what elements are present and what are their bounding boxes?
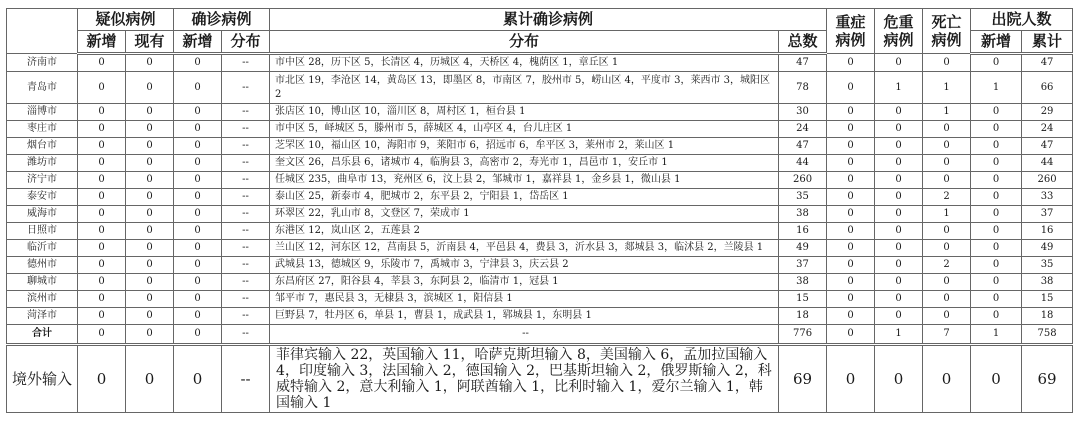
distribution-cell: 芝罘区 10，福山区 10，海阳市 9，莱阳市 6，招远市 6，牟平区 3，莱州市 2，莱山区 1 <box>270 138 779 155</box>
suspected-current-cell: 0 <box>126 274 174 291</box>
distribution-cell: 张店区 10，博山区 10，淄川区 8，周村区 1，桓台县 1 <box>270 104 779 121</box>
confirmed-dist-cell: -- <box>222 257 270 274</box>
suspected-new-cell: 0 <box>78 54 126 72</box>
critical-cell: 0 <box>875 189 923 206</box>
severe-cell: 0 <box>827 54 875 72</box>
discharged-new-cell: 0 <box>971 189 1022 206</box>
header-confirmed: 确诊病例 <box>174 9 270 31</box>
table-row <box>7 274 1073 291</box>
confirmed-new-cell: 0 <box>174 345 222 413</box>
table-row <box>7 72 1073 104</box>
suspected-new-cell: 0 <box>78 257 126 274</box>
discharged-new-cell: 0 <box>971 240 1022 257</box>
total-cell: 78 <box>779 72 827 104</box>
discharged-new-cell: 0 <box>971 104 1022 121</box>
discharged-total-cell: 47 <box>1022 54 1073 72</box>
city-cell: 聊城市 <box>7 274 78 291</box>
confirmed-new-cell: 0 <box>174 172 222 189</box>
confirmed-new-cell: 0 <box>174 155 222 172</box>
severe-cell: 0 <box>827 308 875 325</box>
total-row <box>7 325 1073 345</box>
header-severe: 重症病例 <box>827 9 875 54</box>
total-cell: 47 <box>779 54 827 72</box>
critical-cell: 0 <box>875 257 923 274</box>
distribution-cell: 兰山区 12，河东区 12，莒南县 5，沂南县 4，平邑县 4，费县 3，沂水县 3，郯城县 3，临沭县 2，兰陵县 1 <box>270 240 779 257</box>
distribution-cell: 巨野县 7，牡丹区 6，单县 1，曹县 1，成武县 1，郓城县 1，东明县 1 <box>270 308 779 325</box>
table-row <box>7 257 1073 274</box>
city-cell: 境外输入 <box>7 345 78 413</box>
suspected-new-cell: 0 <box>78 274 126 291</box>
distribution-cell: 环翠区 22，乳山市 8，文登区 7，荣成市 1 <box>270 206 779 223</box>
confirmed-dist-cell: -- <box>222 172 270 189</box>
table-row <box>7 172 1073 189</box>
critical-cell: 0 <box>875 206 923 223</box>
death-cell: 0 <box>923 223 971 240</box>
discharged-total-cell: 260 <box>1022 172 1073 189</box>
severe-cell: 0 <box>827 72 875 104</box>
distribution-cell: 任城区 235，曲阜市 13，兖州区 6，汶上县 2，邹城市 1，嘉祥县 1，金乡县 1，微山县 1 <box>270 172 779 189</box>
total-cell: 38 <box>779 206 827 223</box>
city-cell: 烟台市 <box>7 138 78 155</box>
discharged-new-cell: 0 <box>971 345 1022 413</box>
discharged-new-cell: 0 <box>971 172 1022 189</box>
city-cell: 淄博市 <box>7 104 78 121</box>
severe-cell: 0 <box>827 325 875 345</box>
header-sus-current: 现有 <box>126 31 174 54</box>
confirmed-new-cell: 0 <box>174 206 222 223</box>
foreign-import-row <box>7 345 1073 413</box>
suspected-new-cell: 0 <box>78 104 126 121</box>
discharged-total-cell: 49 <box>1022 240 1073 257</box>
confirmed-new-cell: 0 <box>174 291 222 308</box>
severe-cell: 0 <box>827 189 875 206</box>
severe-cell: 0 <box>827 104 875 121</box>
severe-cell: 0 <box>827 345 875 413</box>
death-cell: 0 <box>923 274 971 291</box>
table-row <box>7 54 1073 72</box>
discharged-total-cell: 37 <box>1022 206 1073 223</box>
discharged-new-cell: 0 <box>971 121 1022 138</box>
table-row <box>7 138 1073 155</box>
discharged-total-cell: 33 <box>1022 189 1073 206</box>
discharged-total-cell: 38 <box>1022 274 1073 291</box>
confirmed-new-cell: 0 <box>174 223 222 240</box>
suspected-current-cell: 0 <box>126 104 174 121</box>
suspected-new-cell: 0 <box>78 240 126 257</box>
critical-cell: 0 <box>875 121 923 138</box>
critical-cell: 0 <box>875 223 923 240</box>
discharged-total-cell: 35 <box>1022 257 1073 274</box>
table-row <box>7 223 1073 240</box>
total-cell: 35 <box>779 189 827 206</box>
severe-cell: 0 <box>827 121 875 138</box>
distribution-cell: -- <box>270 325 779 345</box>
header-death: 死亡病例 <box>923 9 971 54</box>
total-cell: 44 <box>779 155 827 172</box>
distribution-cell: 市北区 19，李沧区 14，黄岛区 13，即墨区 8，市南区 7，胶州市 5，崂山区 4，平度市 3，莱西市 3，城阳区 2 <box>270 72 779 104</box>
suspected-new-cell: 0 <box>78 138 126 155</box>
total-cell: 16 <box>779 223 827 240</box>
critical-cell: 0 <box>875 172 923 189</box>
distribution-cell: 市中区 5，峄城区 5，滕州市 5，薛城区 4，山亭区 4，台儿庄区 1 <box>270 121 779 138</box>
city-cell: 日照市 <box>7 223 78 240</box>
discharged-new-cell: 0 <box>971 257 1022 274</box>
critical-cell: 0 <box>875 291 923 308</box>
death-cell: 1 <box>923 206 971 223</box>
header-critical: 危重病例 <box>875 9 923 54</box>
confirmed-dist-cell: -- <box>222 121 270 138</box>
confirmed-dist-cell: -- <box>222 104 270 121</box>
header-discharged: 出院人数 <box>971 9 1073 31</box>
suspected-new-cell: 0 <box>78 206 126 223</box>
death-cell: 0 <box>923 155 971 172</box>
critical-cell: 1 <box>875 325 923 345</box>
suspected-current-cell: 0 <box>126 308 174 325</box>
total-cell: 24 <box>779 121 827 138</box>
discharged-new-cell: 0 <box>971 291 1022 308</box>
suspected-new-cell: 0 <box>78 223 126 240</box>
table-row <box>7 240 1073 257</box>
severe-cell: 0 <box>827 257 875 274</box>
critical-cell: 0 <box>875 240 923 257</box>
header-dis-total: 累计 <box>1022 31 1073 54</box>
confirmed-new-cell: 0 <box>174 121 222 138</box>
total-cell: 15 <box>779 291 827 308</box>
discharged-new-cell: 0 <box>971 308 1022 325</box>
city-cell: 潍坊市 <box>7 155 78 172</box>
suspected-current-cell: 0 <box>126 240 174 257</box>
distribution-cell: 武城县 13，德城区 9，乐陵市 7，禹城市 3，宁津县 3，庆云县 2 <box>270 257 779 274</box>
death-cell: 0 <box>923 345 971 413</box>
suspected-new-cell: 0 <box>78 72 126 104</box>
discharged-new-cell: 1 <box>971 72 1022 104</box>
suspected-current-cell: 0 <box>126 206 174 223</box>
severe-cell: 0 <box>827 138 875 155</box>
suspected-current-cell: 0 <box>126 54 174 72</box>
confirmed-dist-cell: -- <box>222 223 270 240</box>
confirmed-new-cell: 0 <box>174 54 222 72</box>
suspected-new-cell: 0 <box>78 291 126 308</box>
header-conf-new: 新增 <box>174 31 222 54</box>
death-cell: 7 <box>923 325 971 345</box>
distribution-cell: 菲律宾输入 22，英国输入 11，哈萨克斯坦输入 8，美国输入 6，孟加拉国输入 4，印度输入 3，法国输入 2，德国输入 2，巴基斯坦输入 2，俄罗斯输入 2，科威特输入 2，意大利输入 1，阿联酋输入 1，比利时输入 1，爱尔兰输入 1，韩国输入 1 <box>270 345 779 413</box>
confirmed-dist-cell: -- <box>222 308 270 325</box>
suspected-current-cell: 0 <box>126 325 174 345</box>
suspected-current-cell: 0 <box>126 345 174 413</box>
critical-cell: 0 <box>875 345 923 413</box>
confirmed-dist-cell: -- <box>222 274 270 291</box>
total-cell: 30 <box>779 104 827 121</box>
discharged-total-cell: 29 <box>1022 104 1073 121</box>
critical-cell: 0 <box>875 274 923 291</box>
header-city-blank <box>7 9 78 54</box>
suspected-new-cell: 0 <box>78 189 126 206</box>
table-row <box>7 155 1073 172</box>
distribution-cell: 东港区 12，岚山区 2，五莲县 2 <box>270 223 779 240</box>
header-dis-new: 新增 <box>971 31 1022 54</box>
confirmed-new-cell: 0 <box>174 325 222 345</box>
total-cell: 69 <box>779 345 827 413</box>
death-cell: 0 <box>923 172 971 189</box>
city-cell: 威海市 <box>7 206 78 223</box>
discharged-total-cell: 15 <box>1022 291 1073 308</box>
total-cell: 18 <box>779 308 827 325</box>
table-row <box>7 189 1073 206</box>
total-cell: 260 <box>779 172 827 189</box>
suspected-current-cell: 0 <box>126 121 174 138</box>
header-conf-dist: 分布 <box>222 31 270 54</box>
suspected-current-cell: 0 <box>126 138 174 155</box>
severe-cell: 0 <box>827 274 875 291</box>
severe-cell: 0 <box>827 291 875 308</box>
suspected-current-cell: 0 <box>126 291 174 308</box>
critical-cell: 0 <box>875 155 923 172</box>
discharged-total-cell: 69 <box>1022 345 1073 413</box>
total-cell: 37 <box>779 257 827 274</box>
city-cell: 滨州市 <box>7 291 78 308</box>
distribution-cell: 邹平市 7，惠民县 3，无棣县 3，滨城区 1，阳信县 1 <box>270 291 779 308</box>
death-cell: 0 <box>923 308 971 325</box>
severe-cell: 0 <box>827 206 875 223</box>
city-cell: 临沂市 <box>7 240 78 257</box>
discharged-total-cell: 16 <box>1022 223 1073 240</box>
header-cum-total: 总数 <box>779 31 827 54</box>
confirmed-new-cell: 0 <box>174 257 222 274</box>
death-cell: 1 <box>923 104 971 121</box>
suspected-current-cell: 0 <box>126 72 174 104</box>
header-row-1 <box>7 9 1073 31</box>
confirmed-new-cell: 0 <box>174 189 222 206</box>
discharged-new-cell: 0 <box>971 206 1022 223</box>
critical-cell: 0 <box>875 138 923 155</box>
critical-cell: 0 <box>875 104 923 121</box>
distribution-cell: 奎文区 26，昌乐县 6，诸城市 4，临朐县 3，高密市 2，寿光市 1，昌邑市 1，安丘市 1 <box>270 155 779 172</box>
confirmed-dist-cell: -- <box>222 240 270 257</box>
suspected-current-cell: 0 <box>126 223 174 240</box>
confirmed-dist-cell: -- <box>222 72 270 104</box>
confirmed-dist-cell: -- <box>222 206 270 223</box>
critical-cell: 0 <box>875 54 923 72</box>
confirmed-new-cell: 0 <box>174 138 222 155</box>
discharged-new-cell: 0 <box>971 54 1022 72</box>
table-row <box>7 104 1073 121</box>
death-cell: 2 <box>923 257 971 274</box>
city-cell: 泰安市 <box>7 189 78 206</box>
table-body <box>7 54 1073 413</box>
suspected-new-cell: 0 <box>78 155 126 172</box>
total-cell: 49 <box>779 240 827 257</box>
city-cell: 合计 <box>7 325 78 345</box>
city-cell: 枣庄市 <box>7 121 78 138</box>
total-cell: 38 <box>779 274 827 291</box>
distribution-cell: 市中区 28，历下区 5，长清区 4，历城区 4，天桥区 4，槐荫区 1，章丘区 1 <box>270 54 779 72</box>
critical-cell: 1 <box>875 72 923 104</box>
distribution-cell: 东昌府区 27，阳谷县 4，莘县 3，东阿县 2，临清市 1，冠县 1 <box>270 274 779 291</box>
discharged-total-cell: 18 <box>1022 308 1073 325</box>
suspected-new-cell: 0 <box>78 345 126 413</box>
discharged-total-cell: 47 <box>1022 138 1073 155</box>
discharged-total-cell: 758 <box>1022 325 1073 345</box>
confirmed-new-cell: 0 <box>174 72 222 104</box>
discharged-total-cell: 66 <box>1022 72 1073 104</box>
suspected-current-cell: 0 <box>126 155 174 172</box>
suspected-new-cell: 0 <box>78 325 126 345</box>
death-cell: 0 <box>923 54 971 72</box>
severe-cell: 0 <box>827 223 875 240</box>
header-suspected: 疑似病例 <box>78 9 174 31</box>
severe-cell: 0 <box>827 172 875 189</box>
suspected-new-cell: 0 <box>78 121 126 138</box>
city-cell: 济宁市 <box>7 172 78 189</box>
city-cell: 青岛市 <box>7 72 78 104</box>
suspected-new-cell: 0 <box>78 172 126 189</box>
confirmed-dist-cell: -- <box>222 325 270 345</box>
discharged-total-cell: 44 <box>1022 155 1073 172</box>
city-cell: 菏泽市 <box>7 308 78 325</box>
discharged-new-cell: 1 <box>971 325 1022 345</box>
confirmed-new-cell: 0 <box>174 104 222 121</box>
confirmed-dist-cell: -- <box>222 189 270 206</box>
death-cell: 2 <box>923 189 971 206</box>
suspected-current-cell: 0 <box>126 257 174 274</box>
table-row <box>7 206 1073 223</box>
discharged-new-cell: 0 <box>971 223 1022 240</box>
table-row <box>7 291 1073 308</box>
confirmed-dist-cell: -- <box>222 54 270 72</box>
table-row <box>7 121 1073 138</box>
covid-stats-table <box>6 8 1073 413</box>
header-cumulative: 累计确诊病例 <box>270 9 827 31</box>
death-cell: 0 <box>923 240 971 257</box>
confirmed-dist-cell: -- <box>222 291 270 308</box>
header-cum-dist: 分布 <box>270 31 779 54</box>
header-sus-new: 新增 <box>78 31 126 54</box>
severe-cell: 0 <box>827 240 875 257</box>
suspected-current-cell: 0 <box>126 189 174 206</box>
total-cell: 47 <box>779 138 827 155</box>
table-row <box>7 308 1073 325</box>
total-cell: 776 <box>779 325 827 345</box>
discharged-new-cell: 0 <box>971 138 1022 155</box>
confirmed-new-cell: 0 <box>174 240 222 257</box>
confirmed-dist-cell: -- <box>222 138 270 155</box>
severe-cell: 0 <box>827 155 875 172</box>
city-cell: 德州市 <box>7 257 78 274</box>
distribution-cell: 泰山区 25，新泰市 4，肥城市 2，东平县 2，宁阳县 1，岱岳区 1 <box>270 189 779 206</box>
city-cell: 济南市 <box>7 54 78 72</box>
suspected-new-cell: 0 <box>78 308 126 325</box>
confirmed-new-cell: 0 <box>174 308 222 325</box>
death-cell: 0 <box>923 121 971 138</box>
discharged-new-cell: 0 <box>971 155 1022 172</box>
critical-cell: 0 <box>875 308 923 325</box>
suspected-current-cell: 0 <box>126 172 174 189</box>
discharged-new-cell: 0 <box>971 274 1022 291</box>
discharged-total-cell: 24 <box>1022 121 1073 138</box>
death-cell: 1 <box>923 72 971 104</box>
confirmed-dist-cell: -- <box>222 155 270 172</box>
confirmed-new-cell: 0 <box>174 274 222 291</box>
confirmed-dist-cell: -- <box>222 345 270 413</box>
death-cell: 0 <box>923 291 971 308</box>
death-cell: 0 <box>923 138 971 155</box>
